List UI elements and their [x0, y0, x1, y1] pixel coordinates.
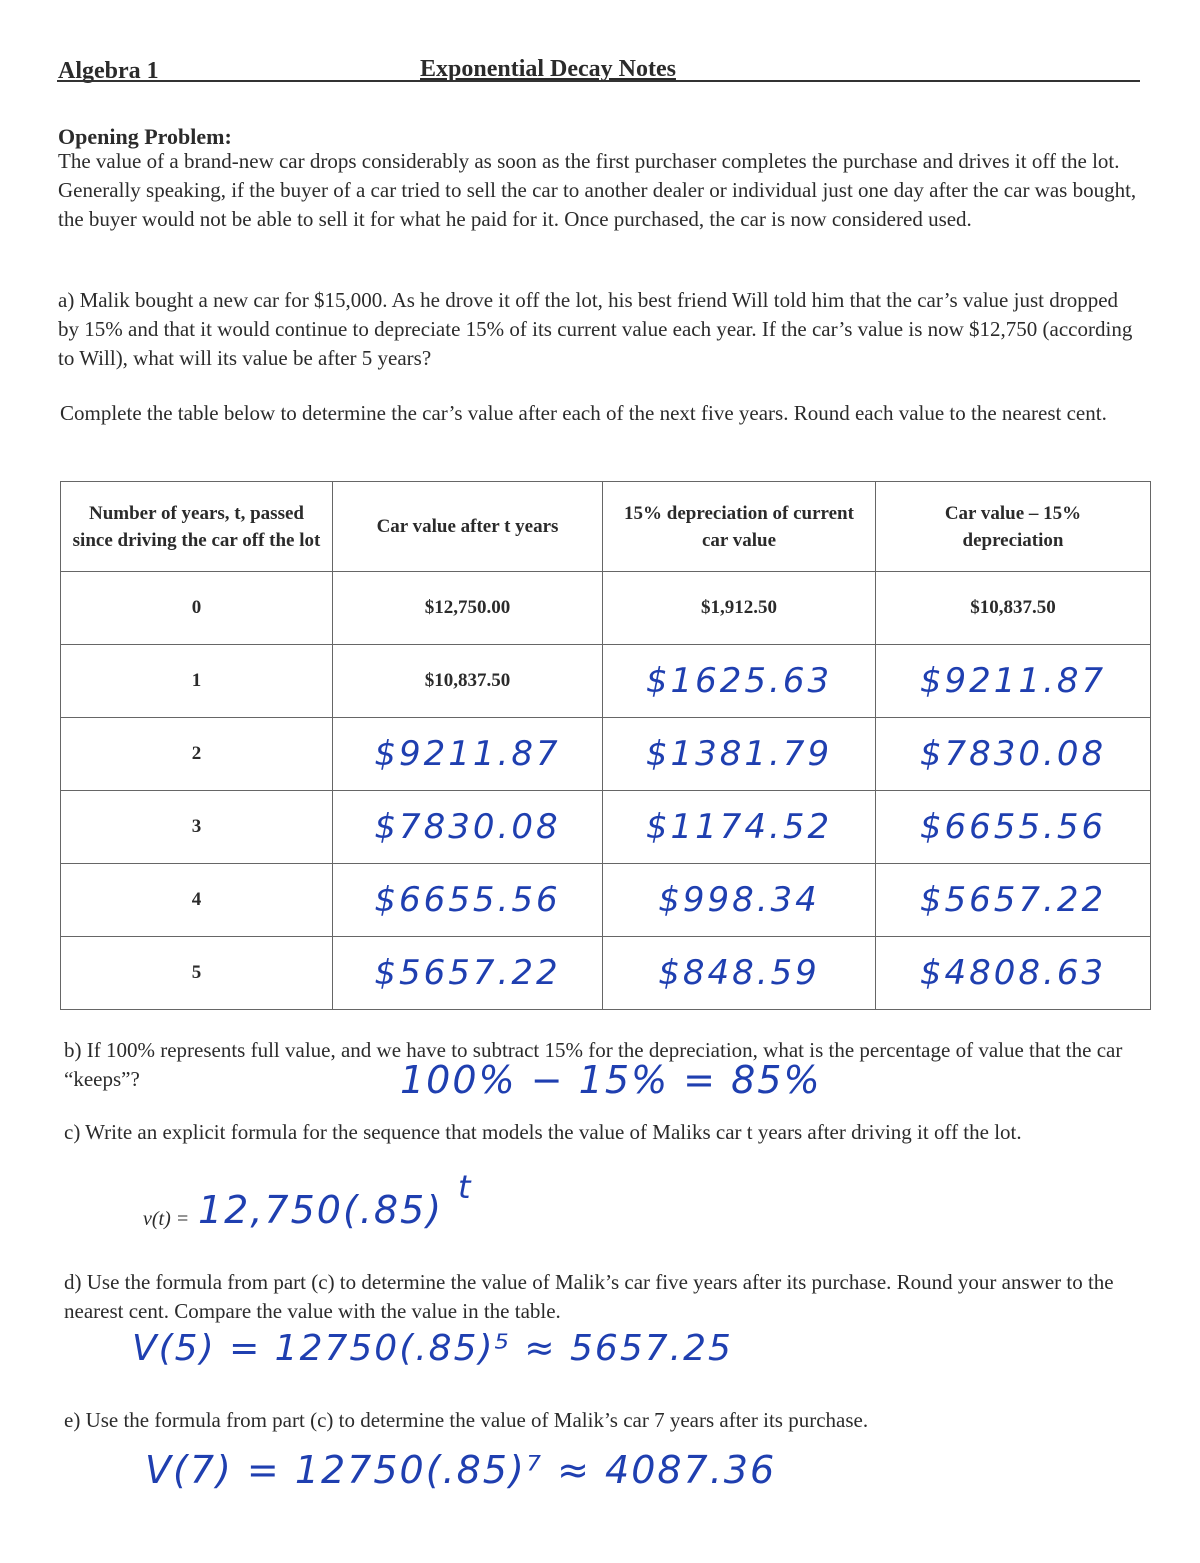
col-header-years: Number of years, t, passed since driving the car off the lot: [61, 482, 333, 572]
cell-new-value: $6655.56: [876, 791, 1151, 864]
part-c-exponent: t: [458, 1168, 473, 1206]
cell-depreciation: $1174.52: [603, 791, 876, 864]
cell-year: 2: [61, 718, 333, 791]
col-header-depreciation: 15% depreciation of current car value: [603, 482, 876, 572]
col-header-new-value: Car value – 15% depreciation: [876, 482, 1151, 572]
cell-depreciation: $1625.63: [603, 645, 876, 718]
cell-value: $10,837.50: [333, 645, 603, 718]
part-c-text: c) Write an explicit formula for the sequence that models the value of Maliks car t years after driving it off the lot.: [64, 1120, 1022, 1144]
cell-depreciation: $848.59: [603, 937, 876, 1010]
cell-new-value: $10,837.50: [876, 572, 1151, 645]
course-label: Algebra 1: [58, 58, 159, 84]
page-title: Exponential Decay Notes: [420, 56, 676, 82]
cell-depreciation: $1,912.50: [603, 572, 876, 645]
table-row: [61, 937, 1151, 1010]
part-c-answer: 12,750(.85): [198, 1188, 444, 1232]
cell-new-value: $4808.63: [876, 937, 1151, 1010]
header-rule: [57, 80, 1140, 82]
formula-label: v(t) =: [143, 1208, 190, 1230]
cell-value: $5657.22: [333, 937, 603, 1010]
cell-value: $7830.08: [333, 791, 603, 864]
part-e-text: e) Use the formula from part (c) to determine the value of Malik’s car 7 years after its purchase.: [64, 1408, 869, 1432]
cell-new-value: $7830.08: [876, 718, 1151, 791]
opening-heading: Opening Problem:: [58, 124, 232, 149]
opening-text: The value of a brand-new car drops considerably as soon as the first purchaser completes the purchase and drives it off the lot. Generally speaking, if the buyer of a car tried to sell the car to another dealer or individual just one day after the car was bought, the buyer would not be able to sell it for what he paid for it. Once purchased, the car is now considered used.: [58, 149, 1137, 231]
cell-year: 1: [61, 645, 333, 718]
table-row: [61, 572, 1151, 645]
cell-depreciation: $998.34: [603, 864, 876, 937]
cell-new-value: $5657.22: [876, 864, 1151, 937]
cell-year: 5: [61, 937, 333, 1010]
table-header-row: [61, 482, 1151, 572]
depreciation-table: [60, 481, 1151, 1010]
cell-year: 3: [61, 791, 333, 864]
cell-value: $9211.87: [333, 718, 603, 791]
part-e-answer: V(7) = 12750(.85)⁷ ≈ 4087.36: [145, 1448, 777, 1492]
table-row: [61, 791, 1151, 864]
part-b-text: b) If 100% represents full value, and we have to subtract 15% for the depreciation, what is the percentage of value that the car “keeps”?: [64, 1038, 1123, 1091]
table-row: [61, 864, 1151, 937]
col-header-car-value: Car value after t years: [333, 482, 603, 572]
table-instructions: Complete the table below to determine the car’s value after each of the next five years. Round each value to the nearest cent.: [60, 401, 1107, 425]
part-d-text: d) Use the formula from part (c) to determine the value of Malik’s car five years after its purchase. Round your answer to the nearest cent. Compare the value with the value in the table.: [64, 1270, 1114, 1323]
part-d-answer: V(5) = 12750(.85)⁵ ≈ 5657.25: [132, 1328, 733, 1369]
cell-value: $6655.56: [333, 864, 603, 937]
table-row: [61, 645, 1151, 718]
cell-year: 4: [61, 864, 333, 937]
cell-depreciation: $1381.79: [603, 718, 876, 791]
part-a-text: a) Malik bought a new car for $15,000. As he drove it off the lot, his best friend Will told him that the car’s value just dropped by 15% and that it would continue to depreciate 15% of its current value each year. If the car’s value is now $12,750 (according to Will), what will its value be after 5 years?: [58, 288, 1133, 370]
part-b-answer: 100% − 15% = 85%: [400, 1058, 822, 1102]
cell-year: 0: [61, 572, 333, 645]
table-row: [61, 718, 1151, 791]
cell-value: $12,750.00: [333, 572, 603, 645]
cell-new-value: $9211.87: [876, 645, 1151, 718]
